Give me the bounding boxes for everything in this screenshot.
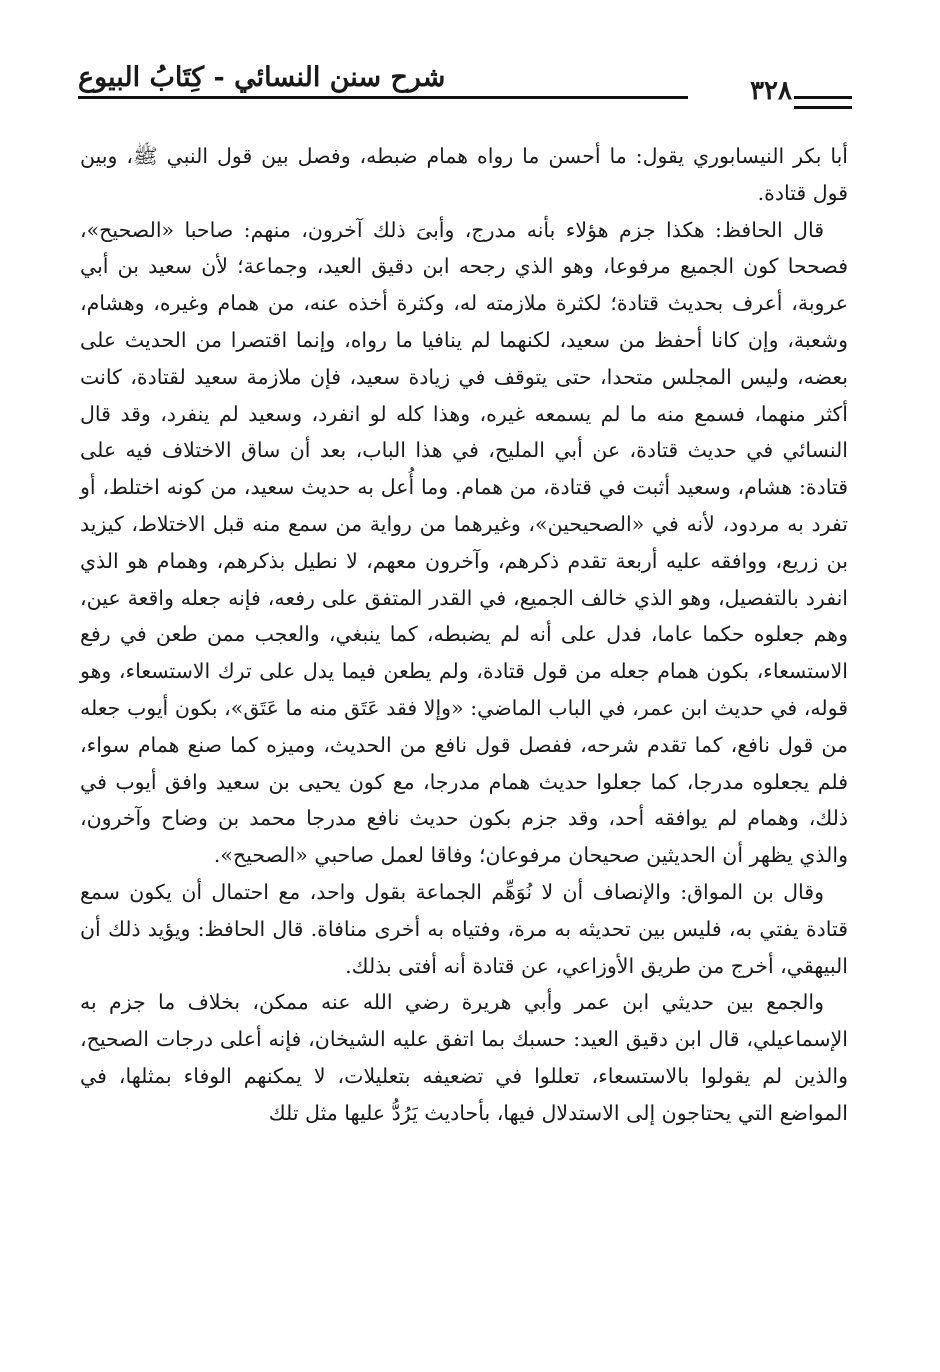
paragraph: والجمع بين حديثي ابن عمر وأبي هريرة رضي الله عنه ممكن، بخلاف ما جزم به الإسماعيلي، قال ابن دقيق العيد: حسبك بما اتفق عليه الشيخان، فإنه أعلى درجات الصحيح، والذين لم يقولوا بالاستسعاء، تعللوا في تضعيفه بتعليلات، لا يمكنهم الوفاء بمثلها، في المواضع التي يحتاجون إلى الاستدلال فيها، بأحاديث يَرُدُّ عليها مثل تلك — [80, 990, 848, 1125]
page-number: ٣٢٨ — [750, 76, 792, 106]
header-rule-right-double — [794, 106, 852, 109]
paragraph: أبا بكر النيسابوري يقول: ما أحسن ما رواه همام ضبطه، وفصل بين قول النبي ﷺ، وبين قول قتادة. — [80, 144, 848, 205]
running-title: شرح سنن النسائي - كِتَابُ البيوع — [78, 62, 446, 93]
paragraph: وقال بن المواق: والإنصاف أن لا نُوَهِّم الجماعة بقول واحد، مع احتمال أن يكون سمع قتادة يفتي به، فليس بين تحديثه به مرة، وفتياه به أخرى منافاة. قال الحافظ: ويؤيد ذلك أن البيهقي، أخرج من طريق الأوزاعي، عن قتادة أنه أفتى بذلك. — [80, 879, 848, 978]
header-rule-right — [794, 96, 852, 99]
header-rule — [78, 96, 688, 99]
paragraph: قال الحافظ: هكذا جزم هؤلاء بأنه مدرج، وأبىَ ذلك آخرون، منهم: صاحبا «الصحيح»، فصححا كون الجميع مرفوعا، وهو الذي رجحه ابن دقيق العيد، وجماعة؛ لأن سعيد بن أبي عروبة، أعرف بحديث قتادة؛ لكثرة ملازمته له، وكثرة أخذه عنه، من همام وغيره، وهشام، وشعبة، وإن كانا أحفظ من سعيد، لكنهما لم ينافيا ما رواه، وإنما اقتصرا من الحديث على بعضه، وليس المجلس متحدا، حتى يتوقف في زيادة سعيد، فإن ملازمة سعيد لقتادة، كانت أكثر منهما، فسمع منه ما لم يسمعه غيره، وهذا كله لو انفرد، وسعيد لم ينفرد، وقد قال النسائي في حديث قتادة، عن أبي المليح، في هذا الباب، بعد أن ساق الاختلاف فيه على قتادة: هشام، وسعيد أثبت في قتادة، من همام. وما أُعل به حديث سعيد، من كونه اختلط، أو تفرد به مردود، لأنه في «الصحيحين»، وغيرهما من رواية من سمع منه قبل الاختلاط، كيزيد بن زريع، ووافقه عليه أربعة تقدم ذكرهم، وآخرون معهم، لا نطيل بذكرهم، وهمام هو الذي انفرد بالتفصيل، وهو الذي خالف الجميع، في القدر المتفق على رفعه، فإنه جعله واقعة عين، وهم جعلوه حكما عاما، فدل على أنه لم يضبطه، كما ينبغي، والعجب ممن طعن في رفع الاستسعاء، بكون همام جعله من قول قتادة، ولم يطعن فيما يدل على ترك الاستسعاء، وهو قوله، في حديث ابن عمر، في الباب الماضي: «وإلا فقد عَتَق منه ما عَتَق»، بكون أيوب جعله من قول نافع، كما تقدم شرحه، ففصل قول نافع من الحديث، وميزه كما صنع همام سواء، فلم يجعلوه مدرجا، كما جعلوا حديث همام مدرجا، مع كون يحيى بن سعيد وافق أيوب في ذلك، وهمام لم يوافقه أحد، وقد جزم بكون حديث نافع مدرجا محمد بن وضاح وآخرون، والذي يظهر أن الحديثين صحيحان مرفوعان؛ وفاقا لعمل صاحبي «الصحيح». — [80, 217, 848, 868]
page-header — [78, 60, 852, 116]
body-text — [80, 138, 848, 1132]
